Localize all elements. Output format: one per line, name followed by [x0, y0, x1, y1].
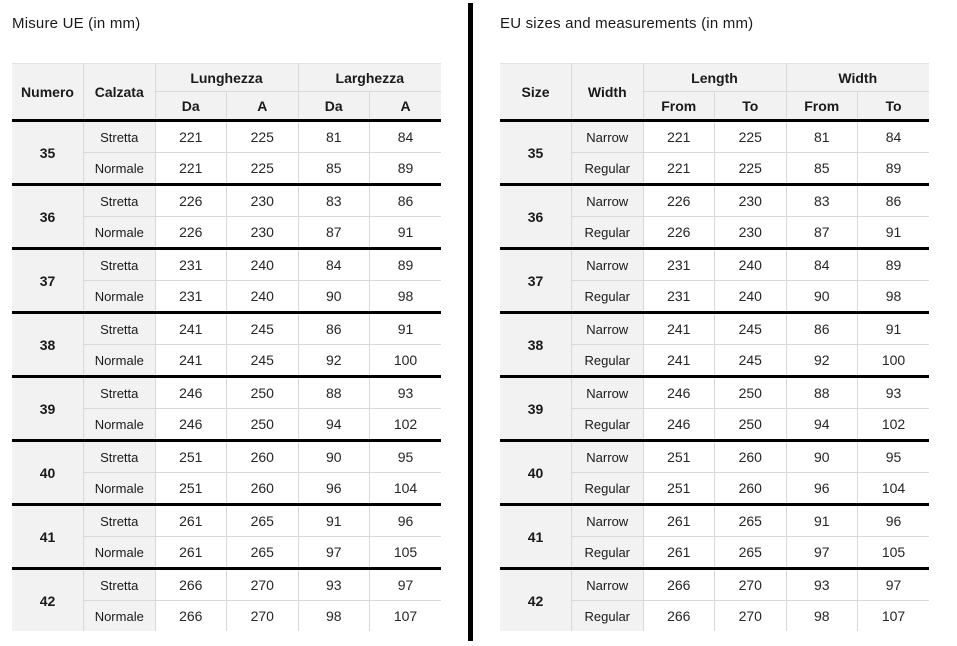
width-label-cell: Normale [84, 153, 156, 185]
value-cell: 84 [858, 121, 930, 153]
value-cell: 97 [786, 537, 858, 569]
value-cell: 245 [227, 313, 299, 345]
value-cell: 240 [715, 281, 787, 313]
value-cell: 105 [858, 537, 930, 569]
value-cell: 221 [155, 153, 227, 185]
value-cell: 265 [715, 505, 787, 537]
value-cell: 221 [155, 121, 227, 153]
value-cell: 231 [643, 281, 715, 313]
value-cell: 100 [370, 345, 442, 377]
value-cell: 226 [643, 185, 715, 217]
value-cell: 96 [858, 505, 930, 537]
value-cell: 250 [227, 409, 299, 441]
size-cell: 40 [500, 441, 572, 505]
value-cell: 96 [786, 473, 858, 505]
size-chart-table-en [500, 63, 929, 631]
value-cell: 266 [155, 569, 227, 601]
value-cell: 90 [786, 281, 858, 313]
value-cell: 266 [155, 601, 227, 632]
size-cell: 38 [500, 313, 572, 377]
value-cell: 230 [715, 217, 787, 249]
value-cell: 231 [643, 249, 715, 281]
value-cell: 246 [643, 377, 715, 409]
width-label-cell: Regular [572, 345, 644, 377]
value-cell: 91 [370, 313, 442, 345]
value-cell: 261 [643, 537, 715, 569]
value-cell: 86 [858, 185, 930, 217]
value-cell: 96 [370, 505, 442, 537]
value-cell: 231 [155, 281, 227, 313]
width-label-cell: Regular [572, 217, 644, 249]
value-cell: 245 [715, 345, 787, 377]
value-cell: 251 [643, 441, 715, 473]
value-cell: 98 [858, 281, 930, 313]
size-cell: 35 [500, 121, 572, 185]
value-cell: 241 [155, 345, 227, 377]
width-label-cell: Narrow [572, 377, 644, 409]
value-cell: 250 [227, 377, 299, 409]
width-label-cell: Regular [572, 409, 644, 441]
value-cell: 225 [227, 153, 299, 185]
value-cell: 260 [227, 441, 299, 473]
size-cell: 37 [500, 249, 572, 313]
value-cell: 91 [858, 313, 930, 345]
width-label-cell: Stretta [84, 505, 156, 537]
table-row [500, 313, 929, 345]
value-cell: 270 [227, 569, 299, 601]
value-cell: 86 [786, 313, 858, 345]
value-cell: 92 [786, 345, 858, 377]
size-cell: 37 [12, 249, 84, 313]
size-cell: 38 [12, 313, 84, 377]
width-label-cell: Narrow [572, 569, 644, 601]
value-cell: 250 [715, 409, 787, 441]
value-cell: 241 [643, 345, 715, 377]
value-cell: 225 [227, 121, 299, 153]
value-cell: 265 [227, 505, 299, 537]
value-cell: 96 [298, 473, 370, 505]
value-cell: 241 [155, 313, 227, 345]
value-cell: 240 [715, 249, 787, 281]
value-cell: 246 [155, 377, 227, 409]
value-cell: 260 [715, 473, 787, 505]
value-cell: 102 [858, 409, 930, 441]
value-cell: 81 [298, 121, 370, 153]
value-cell: 89 [858, 153, 930, 185]
table-row [12, 121, 441, 153]
value-cell: 86 [370, 185, 442, 217]
value-cell: 265 [715, 537, 787, 569]
width-from-header: Da [298, 92, 370, 121]
width-to-header: To [858, 92, 930, 121]
width-label-cell: Stretta [84, 121, 156, 153]
value-cell: 102 [370, 409, 442, 441]
value-cell: 100 [858, 345, 930, 377]
width-label-cell: Regular [572, 473, 644, 505]
width-label-cell: Stretta [84, 569, 156, 601]
size-cell: 42 [500, 569, 572, 632]
value-cell: 261 [643, 505, 715, 537]
value-cell: 225 [715, 153, 787, 185]
value-cell: 90 [298, 441, 370, 473]
width-label-cell: Normale [84, 281, 156, 313]
width-label-cell: Regular [572, 537, 644, 569]
table-row [500, 121, 929, 153]
value-cell: 245 [715, 313, 787, 345]
value-cell: 246 [643, 409, 715, 441]
value-cell: 270 [715, 569, 787, 601]
value-cell: 85 [298, 153, 370, 185]
width-group-header: Width [786, 64, 929, 92]
value-cell: 93 [858, 377, 930, 409]
value-cell: 230 [715, 185, 787, 217]
value-cell: 221 [643, 121, 715, 153]
width-from-header: From [786, 92, 858, 121]
value-cell: 97 [858, 569, 930, 601]
value-cell: 231 [155, 249, 227, 281]
value-cell: 91 [786, 505, 858, 537]
value-cell: 226 [155, 185, 227, 217]
length-to-header: A [227, 92, 299, 121]
value-cell: 89 [370, 153, 442, 185]
value-cell: 88 [298, 377, 370, 409]
value-cell: 245 [227, 345, 299, 377]
width-label-cell: Narrow [572, 505, 644, 537]
value-cell: 95 [370, 441, 442, 473]
width-label-cell: Regular [572, 281, 644, 313]
table-body-it [12, 121, 441, 632]
width-column-header: Width [572, 64, 644, 121]
width-label-cell: Narrow [572, 185, 644, 217]
value-cell: 90 [786, 441, 858, 473]
table-row [12, 185, 441, 217]
table-header-it [12, 64, 441, 121]
width-to-header: A [370, 92, 442, 121]
size-table-panel-en [500, 14, 929, 631]
value-cell: 225 [715, 121, 787, 153]
length-from-header: Da [155, 92, 227, 121]
value-cell: 97 [298, 537, 370, 569]
value-cell: 104 [858, 473, 930, 505]
size-cell: 36 [12, 185, 84, 249]
value-cell: 266 [643, 601, 715, 632]
table-row [500, 441, 929, 473]
size-cell: 41 [500, 505, 572, 569]
table-row [12, 569, 441, 601]
value-cell: 240 [227, 249, 299, 281]
value-cell: 84 [786, 249, 858, 281]
value-cell: 107 [858, 601, 930, 632]
value-cell: 85 [786, 153, 858, 185]
value-cell: 90 [298, 281, 370, 313]
value-cell: 91 [858, 217, 930, 249]
width-label-cell: Narrow [572, 121, 644, 153]
value-cell: 98 [786, 601, 858, 632]
size-cell: 40 [12, 441, 84, 505]
size-cell: 39 [500, 377, 572, 441]
width-group-header: Larghezza [298, 64, 441, 92]
width-label-cell: Narrow [572, 313, 644, 345]
value-cell: 261 [155, 505, 227, 537]
length-from-header: From [643, 92, 715, 121]
value-cell: 91 [298, 505, 370, 537]
value-cell: 87 [786, 217, 858, 249]
value-cell: 260 [715, 441, 787, 473]
width-label-cell: Normale [84, 601, 156, 632]
value-cell: 261 [155, 537, 227, 569]
value-cell: 260 [227, 473, 299, 505]
value-cell: 89 [370, 249, 442, 281]
value-cell: 83 [298, 185, 370, 217]
value-cell: 230 [227, 217, 299, 249]
table-row [12, 505, 441, 537]
size-cell: 42 [12, 569, 84, 632]
table-row [12, 313, 441, 345]
value-cell: 91 [370, 217, 442, 249]
value-cell: 95 [858, 441, 930, 473]
value-cell: 221 [643, 153, 715, 185]
table-row [500, 185, 929, 217]
value-cell: 241 [643, 313, 715, 345]
width-label-cell: Regular [572, 153, 644, 185]
value-cell: 265 [227, 537, 299, 569]
width-label-cell: Stretta [84, 313, 156, 345]
table-title-en: EU sizes and measurements (in mm) [500, 15, 754, 32]
header-row-groups [500, 64, 929, 92]
value-cell: 230 [227, 185, 299, 217]
width-label-cell: Normale [84, 537, 156, 569]
size-cell: 39 [12, 377, 84, 441]
width-label-cell: Stretta [84, 185, 156, 217]
width-label-cell: Regular [572, 601, 644, 632]
width-column-header: Calzata [84, 64, 156, 121]
value-cell: 97 [370, 569, 442, 601]
table-body-en [500, 121, 929, 632]
value-cell: 98 [298, 601, 370, 632]
value-cell: 104 [370, 473, 442, 505]
value-cell: 250 [715, 377, 787, 409]
width-label-cell: Normale [84, 473, 156, 505]
size-cell: 35 [12, 121, 84, 185]
value-cell: 92 [298, 345, 370, 377]
length-to-header: To [715, 92, 787, 121]
width-label-cell: Narrow [572, 441, 644, 473]
value-cell: 251 [155, 473, 227, 505]
value-cell: 88 [786, 377, 858, 409]
value-cell: 83 [786, 185, 858, 217]
table-row [12, 441, 441, 473]
size-chart-table-it [12, 63, 441, 631]
size-column-header: Numero [12, 64, 84, 121]
table-title-it: Misure UE (in mm) [12, 15, 141, 32]
size-column-header: Size [500, 64, 572, 121]
size-cell: 36 [500, 185, 572, 249]
length-group-header: Lunghezza [155, 64, 298, 92]
value-cell: 251 [155, 441, 227, 473]
header-row-groups [12, 64, 441, 92]
value-cell: 93 [786, 569, 858, 601]
value-cell: 270 [715, 601, 787, 632]
width-label-cell: Normale [84, 217, 156, 249]
value-cell: 98 [370, 281, 442, 313]
width-label-cell: Normale [84, 345, 156, 377]
value-cell: 87 [298, 217, 370, 249]
value-cell: 240 [227, 281, 299, 313]
value-cell: 86 [298, 313, 370, 345]
width-label-cell: Narrow [572, 249, 644, 281]
table-row [500, 377, 929, 409]
value-cell: 246 [155, 409, 227, 441]
value-cell: 93 [370, 377, 442, 409]
value-cell: 89 [858, 249, 930, 281]
width-label-cell: Stretta [84, 249, 156, 281]
value-cell: 94 [298, 409, 370, 441]
value-cell: 226 [643, 217, 715, 249]
value-cell: 105 [370, 537, 442, 569]
value-cell: 81 [786, 121, 858, 153]
width-label-cell: Normale [84, 409, 156, 441]
value-cell: 226 [155, 217, 227, 249]
table-row [500, 249, 929, 281]
value-cell: 107 [370, 601, 442, 632]
length-group-header: Length [643, 64, 786, 92]
size-cell: 41 [12, 505, 84, 569]
table-header-en [500, 64, 929, 121]
value-cell: 270 [227, 601, 299, 632]
table-row [12, 249, 441, 281]
width-label-cell: Stretta [84, 441, 156, 473]
table-row [500, 569, 929, 601]
table-row [500, 505, 929, 537]
vertical-divider [468, 3, 473, 641]
value-cell: 266 [643, 569, 715, 601]
value-cell: 84 [298, 249, 370, 281]
value-cell: 94 [786, 409, 858, 441]
value-cell: 84 [370, 121, 442, 153]
value-cell: 93 [298, 569, 370, 601]
width-label-cell: Stretta [84, 377, 156, 409]
value-cell: 251 [643, 473, 715, 505]
table-row [12, 377, 441, 409]
size-table-panel-it [12, 14, 441, 631]
